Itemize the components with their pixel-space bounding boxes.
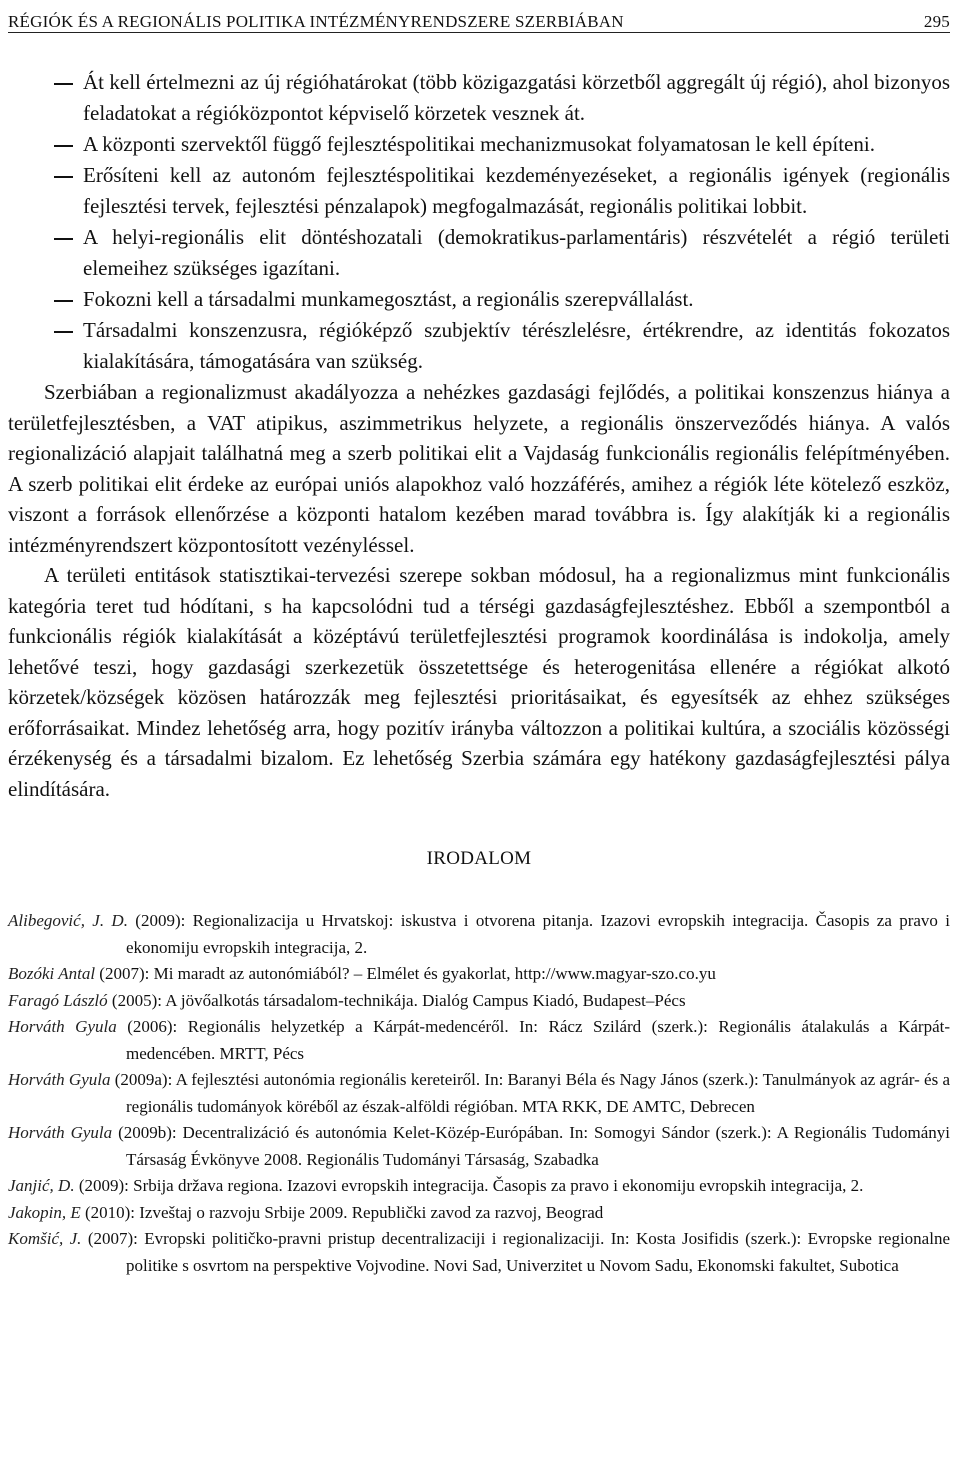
- reference-text: (2006): Regionális helyzetkép a Kárpát-medencéről. In: Rácz Szilárd (szerk.): Regionális átalakulás a Kárpát-medencében. MRTT, Pécs: [116, 1017, 950, 1063]
- bullet-item: [8, 284, 950, 315]
- reference-entry: [8, 1014, 950, 1067]
- reference-entry: [8, 1120, 950, 1173]
- reference-author: Faragó László: [8, 990, 108, 1010]
- bullet-list: [8, 67, 950, 377]
- reference-entry: [8, 988, 950, 1015]
- page-number: 295: [923, 12, 950, 31]
- reference-text: (2009): Regionalizacija u Hrvatskoj: iskustva i otvorena pitanja. Izazovi evropskih integracija. Časopis za pravo i ekonomiju evropskih integracija, 2.: [126, 911, 950, 957]
- reference-text: (2010): Izveštaj o razvoju Srbije 2009. Republički zavod za razvoj, Beograd: [80, 1202, 604, 1222]
- reference-author: Komšić, J.: [8, 1229, 82, 1248]
- reference-author: Horváth Gyula: [8, 1123, 113, 1142]
- reference-author: Alibegović, J. D.: [8, 911, 128, 930]
- reference-author: Janjić, D.: [8, 1176, 75, 1195]
- references-list: [8, 908, 950, 1279]
- reference-entry: [8, 1067, 950, 1120]
- dash-marker: [8, 315, 83, 377]
- running-title: RÉGIÓK ÉS A REGIONÁLIS POLITIKA INTÉZMÉNYRENDSZERE SZERBIÁBAN: [8, 12, 624, 31]
- dash-marker: [8, 129, 83, 160]
- reference-entry: [8, 908, 950, 961]
- reference-entry: [8, 961, 950, 988]
- reference-text: (2007): Mi maradt az autonómiából? – Elmélet és gyakorlat, http://www.magyar-szo.co.yu: [95, 964, 716, 983]
- reference-author: Horváth Gyula: [8, 1017, 117, 1036]
- bullet-text: A helyi-regionális elit döntéshozatali (demokratikus-parlamentáris) részvételét a régió területi elemeihez szükséges igazítani.: [83, 225, 950, 280]
- reference-text: (2009): Srbija država regiona. Izazovi evropskih integracija. Časopis za pravo i ekonomiju evropskih integracija, 2.: [74, 1176, 864, 1195]
- bullet-item: [8, 315, 950, 377]
- bullet-item: [8, 160, 950, 222]
- bullet-text: Fokozni kell a társadalmi munkamegosztást, a regionális szerepvállalást.: [83, 287, 694, 311]
- dash-marker: [8, 160, 83, 222]
- bullet-item: [8, 67, 950, 129]
- bullet-item: [8, 222, 950, 284]
- reference-author: Bozóki Antal: [8, 964, 96, 983]
- reference-text: (2007): Evropski političko-pravni pristup decentralizaciji i regionalizaciji. In: Kosta Josifidis (szerk.): Evropske regionalne politike s osvrtom na perspektive Vojvodine. Novi Sad, Univerzitet u Novom Sadu, Ekonomski fakultet, Subotica: [81, 1229, 950, 1275]
- reference-author: Jakopin, E: [8, 1202, 81, 1222]
- reference-author: Horváth Gyula: [8, 1070, 111, 1089]
- reference-entry: [8, 1200, 950, 1227]
- references-heading: IRODALOM: [426, 848, 532, 869]
- dash-marker: [8, 222, 83, 284]
- bullet-text: Erősíteni kell az autonóm fejlesztéspolitikai kezdeményezéseket, a regionális igények (regionális fejlesztési tervek, fejlesztési pénzalapok) megfogalmazását, regionális politikai lobbit.: [83, 163, 950, 218]
- dash-marker: [8, 284, 83, 315]
- dash-marker: [8, 67, 83, 129]
- body-paragraph: Szerbiában a regionalizmust akadályozza a nehézkes gazdasági fejlődés, a politikai konszenzus hiánya a területfejlesztésben, a VAT atipikus, aszimmetrikus helyzete, a regionális önszerveződés hiánya. A valós regionalizáció alapjait találhatná meg a szerb politikai elit a Vajdaság funkcionális regionális felépítményében. A szerb politikai elit érdeke az európai uniós alapokhoz való hozzáférés, amihez a régiók léte kötelező eszköz, viszont a források ellenőrzése a központi hatalom kezében marad továbbra is. Így alakítják ki a regionális intézményrendszert központosított vezényléssel.: [8, 380, 950, 557]
- bullet-text: Társadalmi konszenzusra, régióképző szubjektív térészlelésre, értékrendre, az identitás fokozatos kialakítására, támogatására van szükség.: [83, 318, 950, 373]
- bullet-text: Át kell értelmezni az új régióhatárokat (több közigazgatási körzetből aggregált új régió), ahol bizonyos feladatokat a régióközpontot képviselő körzetek vesznek át.: [83, 70, 950, 125]
- bullet-item: [8, 129, 950, 160]
- body-paragraph: A területi entitások statisztikai-tervezési szerepe sokban módosul, ha a regionalizmus mint funkcionális kategória teret tud hódítani, s ha kapcsolódni tud a térségi gazdaságfejlesztéshez. Ebből a szempontból a funkcionális régiók kialakítását a középtávú területfejlesztési programok koordinálása is indokolja, amely lehetővé teszi, hogy gazdasági szerkezetük összetettsége és heterogenitása ellenére a régiókat alkotó körzetek/községek közösen határozzák meg fejlesztési prioritásaikat, és egyesítsék az ehhez szükséges erőforrásaikat. Mindez lehetőség arra, hogy pozitív irányba változzon a politikai kultúra, a szociális közösségi érzékenység és a társadalmi bizalom. Ez lehetőség Szerbia számára egy hatékony gazdaságfejlesztési pálya elindítására.: [8, 563, 950, 801]
- reference-text: (2009a): A fejlesztési autonómia regionális kereteiről. In: Baranyi Béla és Nagy János (szerk.): Tanulmányok az agrár- és a regionális tudományok köréből az észak-alföldi régióban. MTA RKK, DE AMTC, Debrecen: [110, 1070, 950, 1116]
- running-header: [8, 0, 950, 33]
- bullet-text: A központi szervektől függő fejlesztéspolitikai mechanizmusokat folyamatosan le kell építeni.: [83, 132, 875, 156]
- reference-entry: [8, 1173, 950, 1200]
- reference-entry: [8, 1226, 950, 1279]
- reference-text: (2009b): Decentralizáció és autonómia Kelet-Közép-Európában. In: Somogyi Sándor (szerk.): A Regionális Tudományi Társaság Évkönyve 2008. Regionális Tudományi Társaság, Szabadka: [112, 1123, 950, 1169]
- reference-text: (2005): A jövőalkotás társadalom-technikája. Dialóg Campus Kiadó, Budapest–Pécs: [107, 990, 686, 1010]
